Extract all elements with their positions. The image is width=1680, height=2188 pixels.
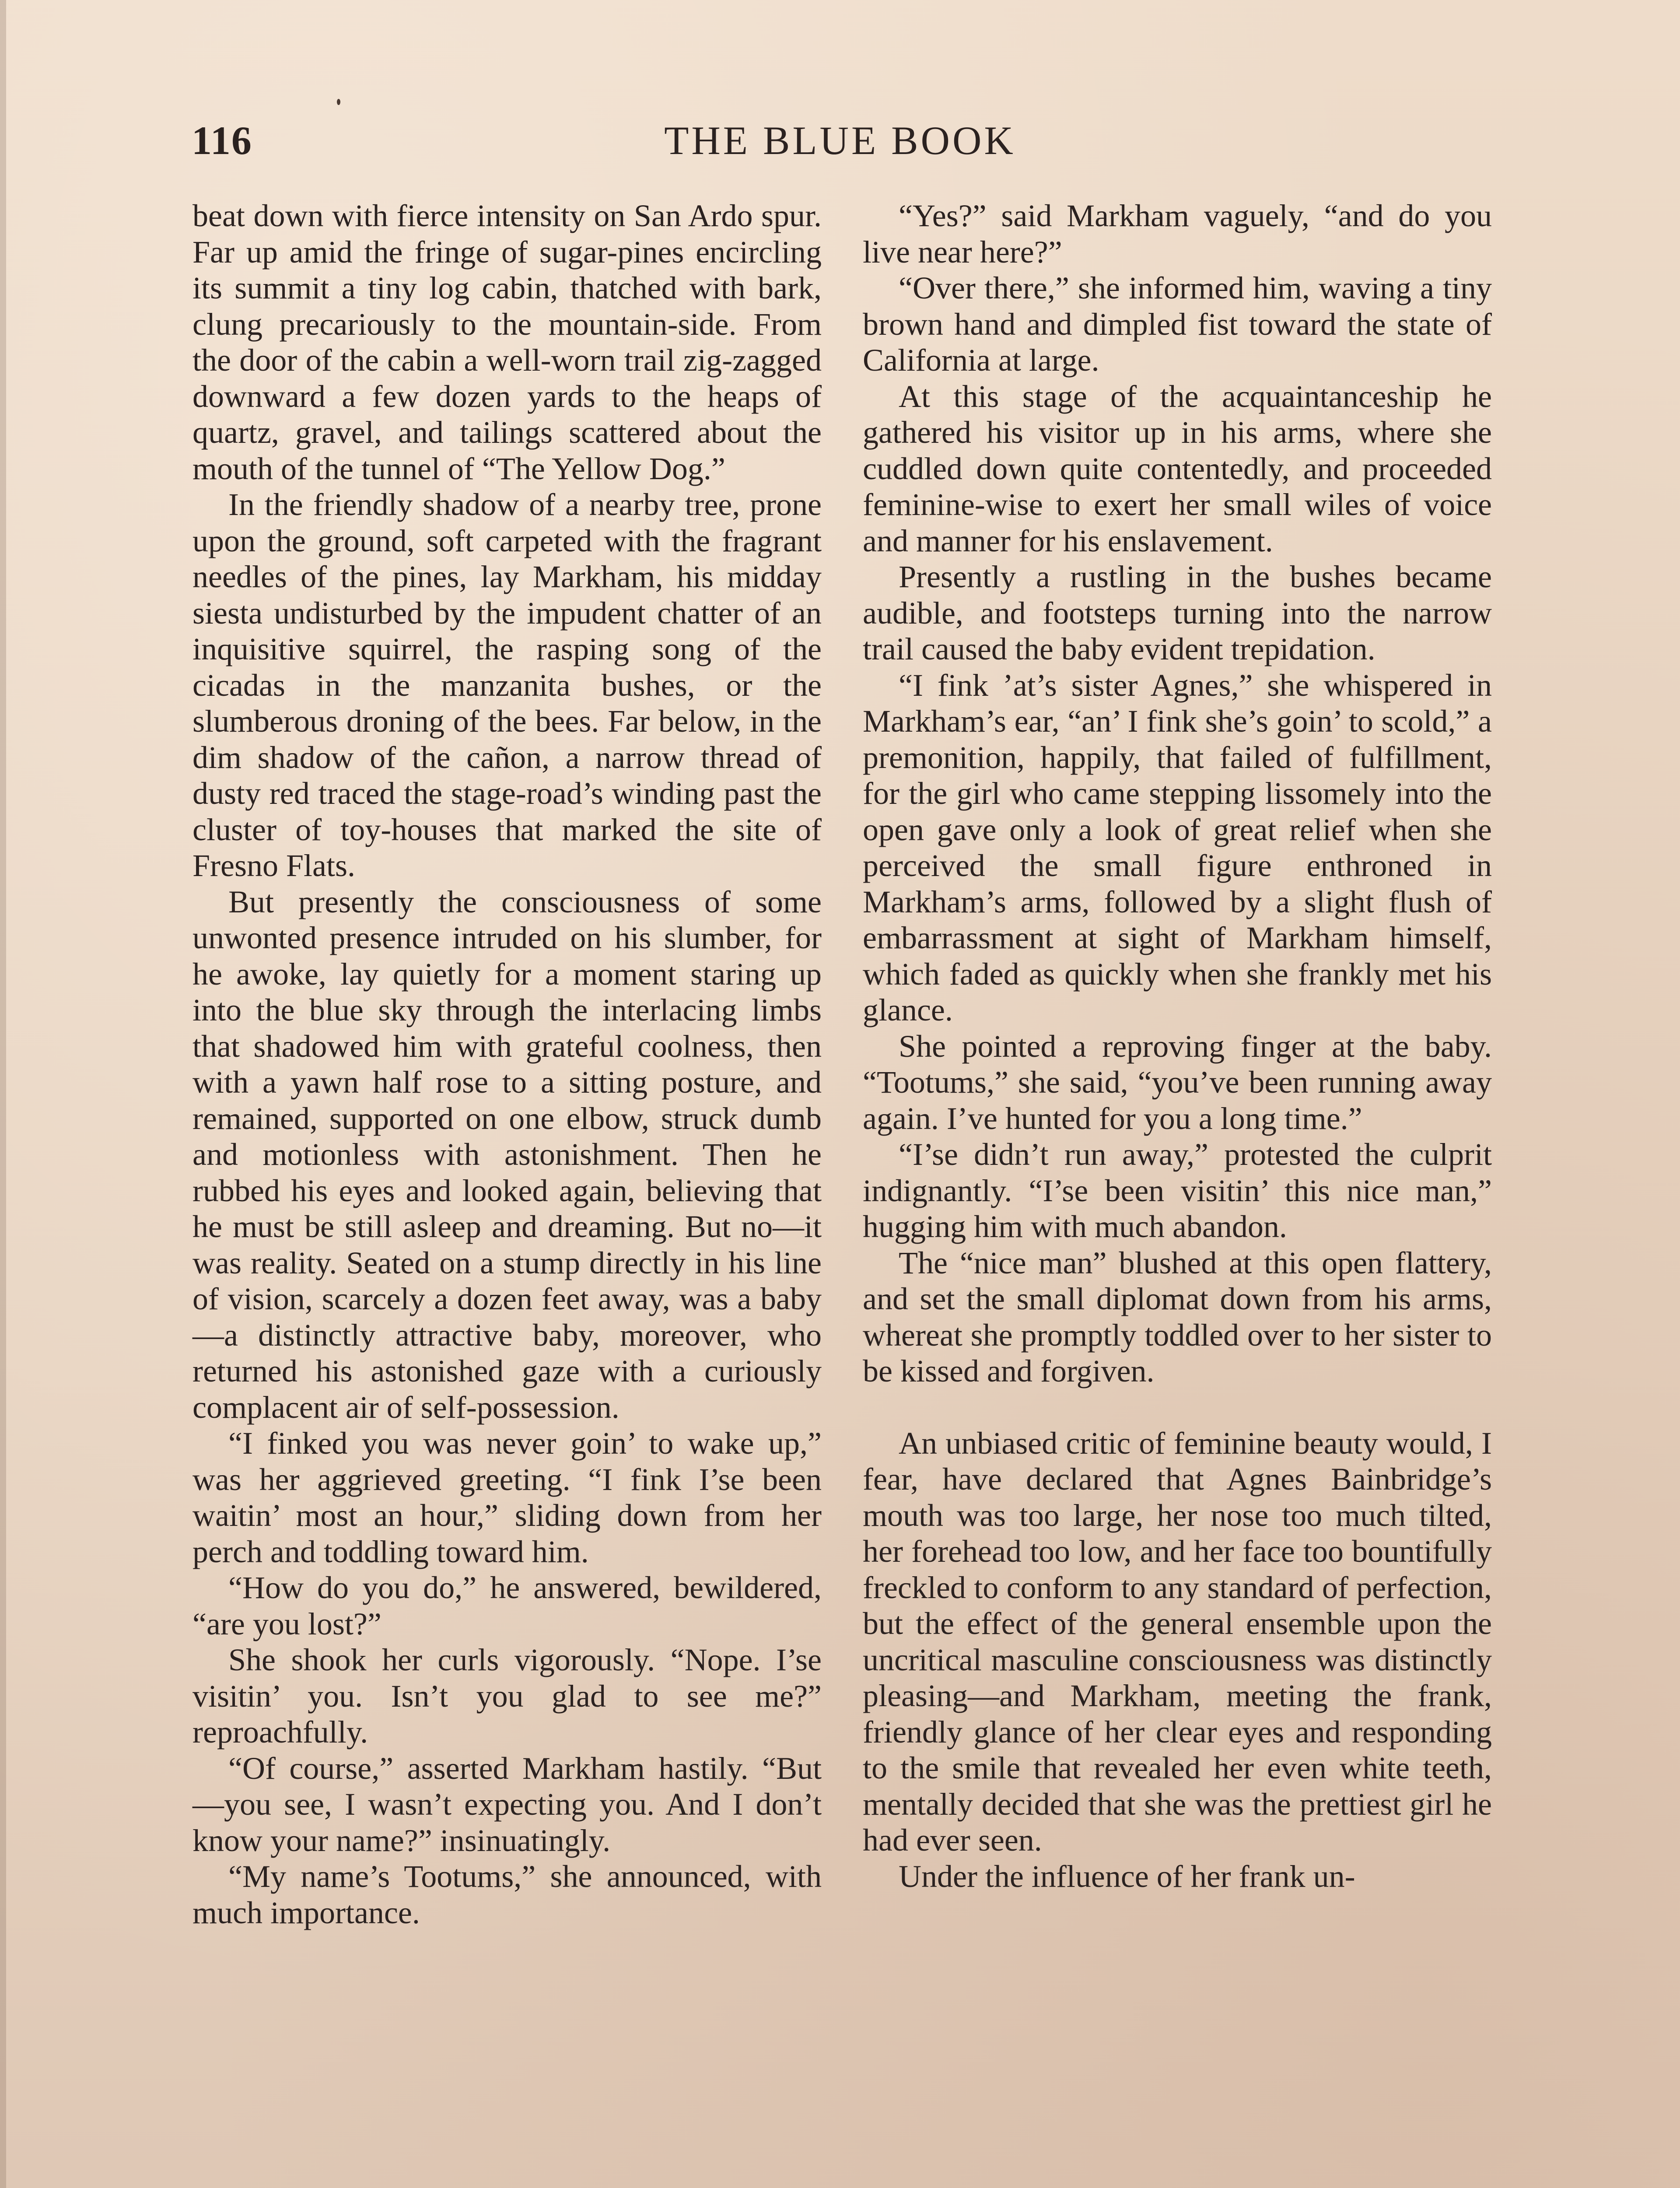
page-fold-shadow	[0, 0, 6, 2188]
paragraph: The “nice man” blushed at this open flattery, and set the small diplomat down from his arms, whereat she promptly toddled over to her sister to be kissed and forgiven.	[863, 1245, 1492, 1389]
paragraph: “I fink ’at’s sister Agnes,” she whispered in Markham’s ear, “an’ I fink she’s goin’ to scold,” a premonition, happily, that failed of fulfillment, for the girl who came stepping lissomely into the open gave only a look of great relief when she perceived the small figure enthroned in Markham’s arms, followed by a slight flush of embarrassment at sight of Markham himself, which faded as quickly when she frankly met his glance.	[863, 667, 1492, 1027]
paragraph: Presently a rustling in the bushes became audible, and footsteps turning into the narrow trail caused the baby evident trepidation.	[863, 559, 1492, 666]
right-column	[863, 198, 1492, 1894]
paragraph: At this stage of the acquaintanceship he gathered his visitor up in his arms, where she cuddled down quite contentedly, and proceeded feminine-wise to exert her small wiles of voice and manner for his enslavement.	[863, 379, 1492, 558]
paragraph: “Over there,” she informed him, waving a tiny brown hand and dimpled fist toward the state of California at large.	[863, 270, 1492, 378]
paragraph: “Yes?” said Markham vaguely, “and do you live near here?”	[863, 198, 1492, 270]
paragraph: In the friendly shadow of a nearby tree, prone upon the ground, soft carpeted with the fragrant needles of the pines, lay Markham, his midday siesta undisturbed by the impudent chatter of an inquisitive squirrel, the rasping song of the cicadas in the manzanita bushes, or the slumberous droning of the bees. Far below, in the dim shadow of the cañon, a narrow thread of dusty red traced the stage-road’s winding past the cluster of toy-houses that marked the site of Fresno Flats.	[192, 487, 822, 883]
paragraph: An unbiased critic of feminine beauty would, I fear, have declared that Agnes Bainbridge’s mouth was too large, her nose too much tilted, her forehead too low, and her face too bountifully freckled to conform to any standard of perfection, but the effect of the general ensemble upon the uncritical masculine consciousness was distinctly pleasing—and Markham, meeting the frank, friendly glance of her clear eyes and responding to the smile that revealed her even white teeth, mentally decided that she was the prettiest girl he had ever seen.	[863, 1425, 1492, 1858]
paragraph: “I finked you was never goin’ to wake up,” was her aggrieved greeting. “I fink I’se been waitin’ most an hour,” sliding down from her perch and toddling toward him.	[192, 1426, 822, 1569]
paragraph: “My name’s Tootums,” she announced, with much importance.	[192, 1859, 822, 1930]
paragraph: “How do you do,” he answered, bewildered, “are you lost?”	[192, 1570, 822, 1641]
running-title: THE BLUE BOOK	[664, 118, 1016, 163]
paragraph: “Of course,” asserted Markham hastily. “But—you see, I wasn’t expecting you. And I don’t know your name?” insinuatingly.	[192, 1750, 822, 1858]
paragraph: She shook her curls vigorously. “Nope. I’se visitin’ you. Isn’t you glad to see me?” reproachfully.	[192, 1642, 822, 1750]
paragraph: But presently the consciousness of some unwonted presence intruded on his slumber, for he awoke, lay quietly for a moment staring up into the blue sky through the interlacing limbs that shadowed him with grateful coolness, then with a yawn half rose to a sitting posture, and remained, supported on one elbow, struck dumb and motionless with astonishment. Then he rubbed his eyes and looked again, believing that he must be still asleep and dreaming. But no—it was reality. Seated on a stump directly in his line of vision, scarcely a dozen feet away, was a baby —a distinctly attractive baby, moreover, who returned his astonished gaze with a curiously complacent air of self-possession.	[192, 884, 822, 1425]
paragraph: Under the influence of her frank un-	[899, 1858, 1355, 1894]
ink-fleck	[337, 99, 340, 105]
left-column	[192, 198, 822, 1931]
paragraph: “I’se didn’t run away,” protested the culprit indignantly. “I’se been visitin’ this nice man,” hugging him with much abandon.	[863, 1137, 1492, 1244]
page-number: 116	[192, 118, 252, 163]
paragraph: She pointed a reproving finger at the baby. “Tootums,” she said, “you’ve been running away again. I’ve hunted for you a long time.”	[863, 1028, 1492, 1136]
paragraph: beat down with fierce intensity on San Ardo spur. Far up amid the fringe of sugar-pines encircling its summit a tiny log cabin, thatched with bark, clung precariously to the mountain-side. From the door of the cabin a well-worn trail zig-zagged downward a few dozen yards to the heaps of quartz, gravel, and tailings scattered about the mouth of the tunnel of “The Yellow Dog.”	[192, 198, 822, 486]
